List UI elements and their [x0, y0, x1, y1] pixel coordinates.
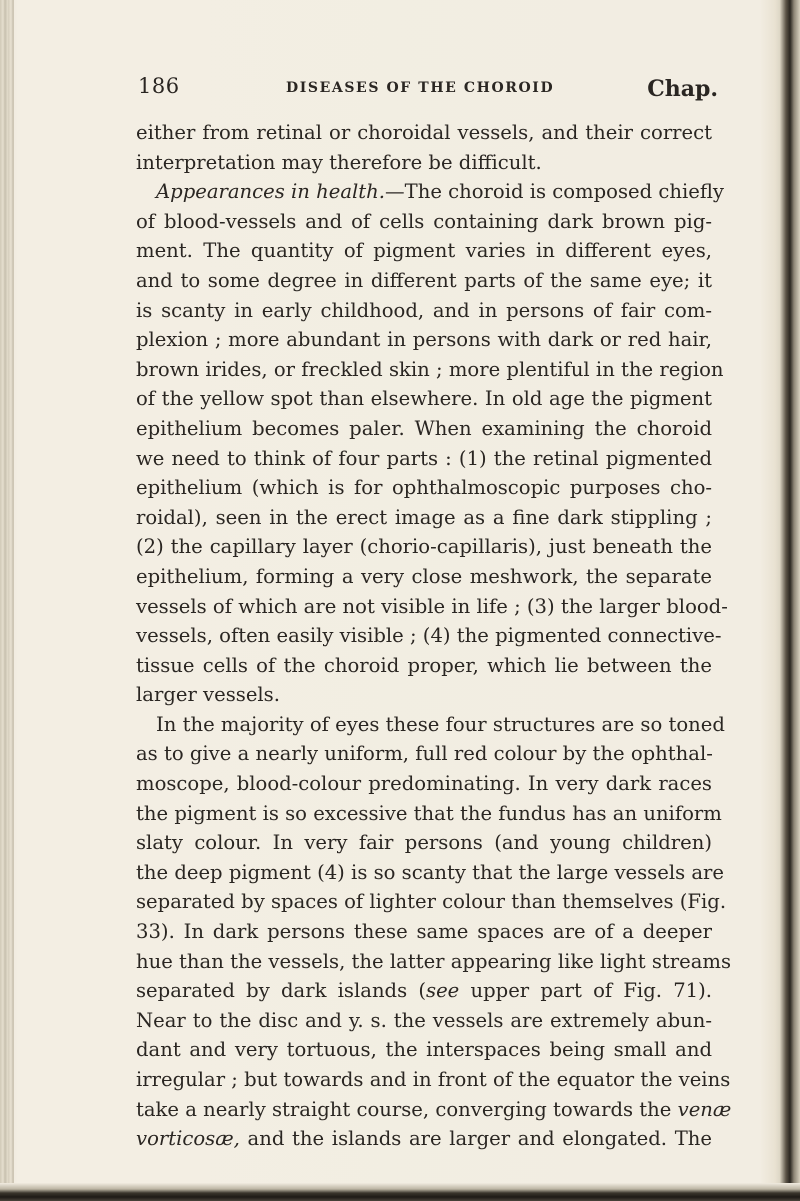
- text-line: take a nearly straight course, converging towards the venæ: [136, 1097, 732, 1121]
- body-text: [136, 118, 732, 1154]
- text-line: as to give a nearly uniform, full red colour by the ophthal-: [136, 742, 713, 766]
- text-line: hue than the vessels, the latter appearing like light streams: [136, 949, 732, 973]
- text-line: irregular ; but towards and in front of the equator the veins: [136, 1068, 731, 1091]
- text-line: larger vessels.: [136, 683, 280, 707]
- page-fore-edge: [780, 0, 800, 1201]
- page-binding-edge: [0, 0, 14, 1201]
- page-bottom-edge: [0, 1183, 800, 1201]
- text-line: In the majority of eyes these four structures are so toned: [156, 712, 725, 736]
- section-heading: Appearances in health.: [156, 180, 386, 204]
- text-line: Near to the disc and y. s. the vessels are extremely abun-: [136, 1008, 712, 1032]
- text-line: tissue cells of the choroid proper, which lie between the: [136, 653, 712, 677]
- running-header: [138, 72, 718, 112]
- text-line: vessels, often easily visible ; (4) the pigmented connective-: [136, 624, 722, 648]
- text-line: we need to think of four parts : (1) the retinal pigmented: [136, 446, 712, 470]
- text-line: 33). In dark persons these same spaces are of a deeper: [136, 920, 712, 944]
- text-line: dant and very tortuous, the interspaces being small and: [136, 1038, 712, 1062]
- text-line: separated by spaces of lighter colour than themselves (Fig.: [136, 890, 727, 914]
- text-line: plexion ; more abundant in persons with dark or red hair,: [136, 328, 712, 352]
- text-line: epithelium, forming a very close meshwork, the separate: [136, 564, 712, 588]
- text-line: moscope, blood-colour predominating. In very dark races: [136, 772, 712, 796]
- text-line: (2) the capillary layer (chorio-capillaris), just beneath the: [136, 535, 712, 559]
- text-line: vorticosæ, and the islands are larger and elongated. The: [136, 1127, 712, 1151]
- text-line: epithelium (which is for ophthalmoscopic purposes cho-: [136, 476, 712, 500]
- text-line: slaty colour. In very fair persons (and young children): [136, 831, 712, 855]
- text-line: epithelium becomes paler. When examining the choroid: [136, 416, 712, 440]
- text-line: separated by dark islands (see upper part of Fig. 71).: [136, 979, 712, 1003]
- text-line: roidal), seen in the erect image as a fine dark stippling ;: [136, 505, 712, 529]
- text-line: and to some degree in different parts of the same eye; it: [136, 268, 712, 292]
- text-line: vessels of which are not visible in life ; (3) the larger blood-: [136, 594, 728, 618]
- chapter-label: Chap.: [647, 76, 718, 102]
- text-line: interpretation may therefore be difficult.: [136, 150, 542, 174]
- text-line: Appearances in health.—The choroid is composed chiefly: [156, 180, 724, 204]
- running-title: DISEASES OF THE CHOROID: [286, 80, 555, 96]
- text-line: brown irides, or freckled skin ; more plentiful in the region: [136, 357, 724, 381]
- text-line: of the yellow spot than elsewhere. In old age the pigment: [136, 387, 712, 411]
- text-line: of blood-vessels and of cells containing dark brown pig-: [136, 209, 712, 233]
- page-number: 186: [138, 74, 180, 98]
- text-line: the deep pigment (4) is so scanty that the large vessels are: [136, 860, 725, 884]
- text-line: either from retinal or choroidal vessels, and their correct: [136, 121, 712, 144]
- text-line: ment. The quantity of pigment varies in different eyes,: [136, 239, 712, 263]
- text-line: is scanty in early childhood, and in persons of fair com-: [136, 298, 712, 322]
- text-line: the pigment is so excessive that the fundus has an uniform: [136, 801, 722, 825]
